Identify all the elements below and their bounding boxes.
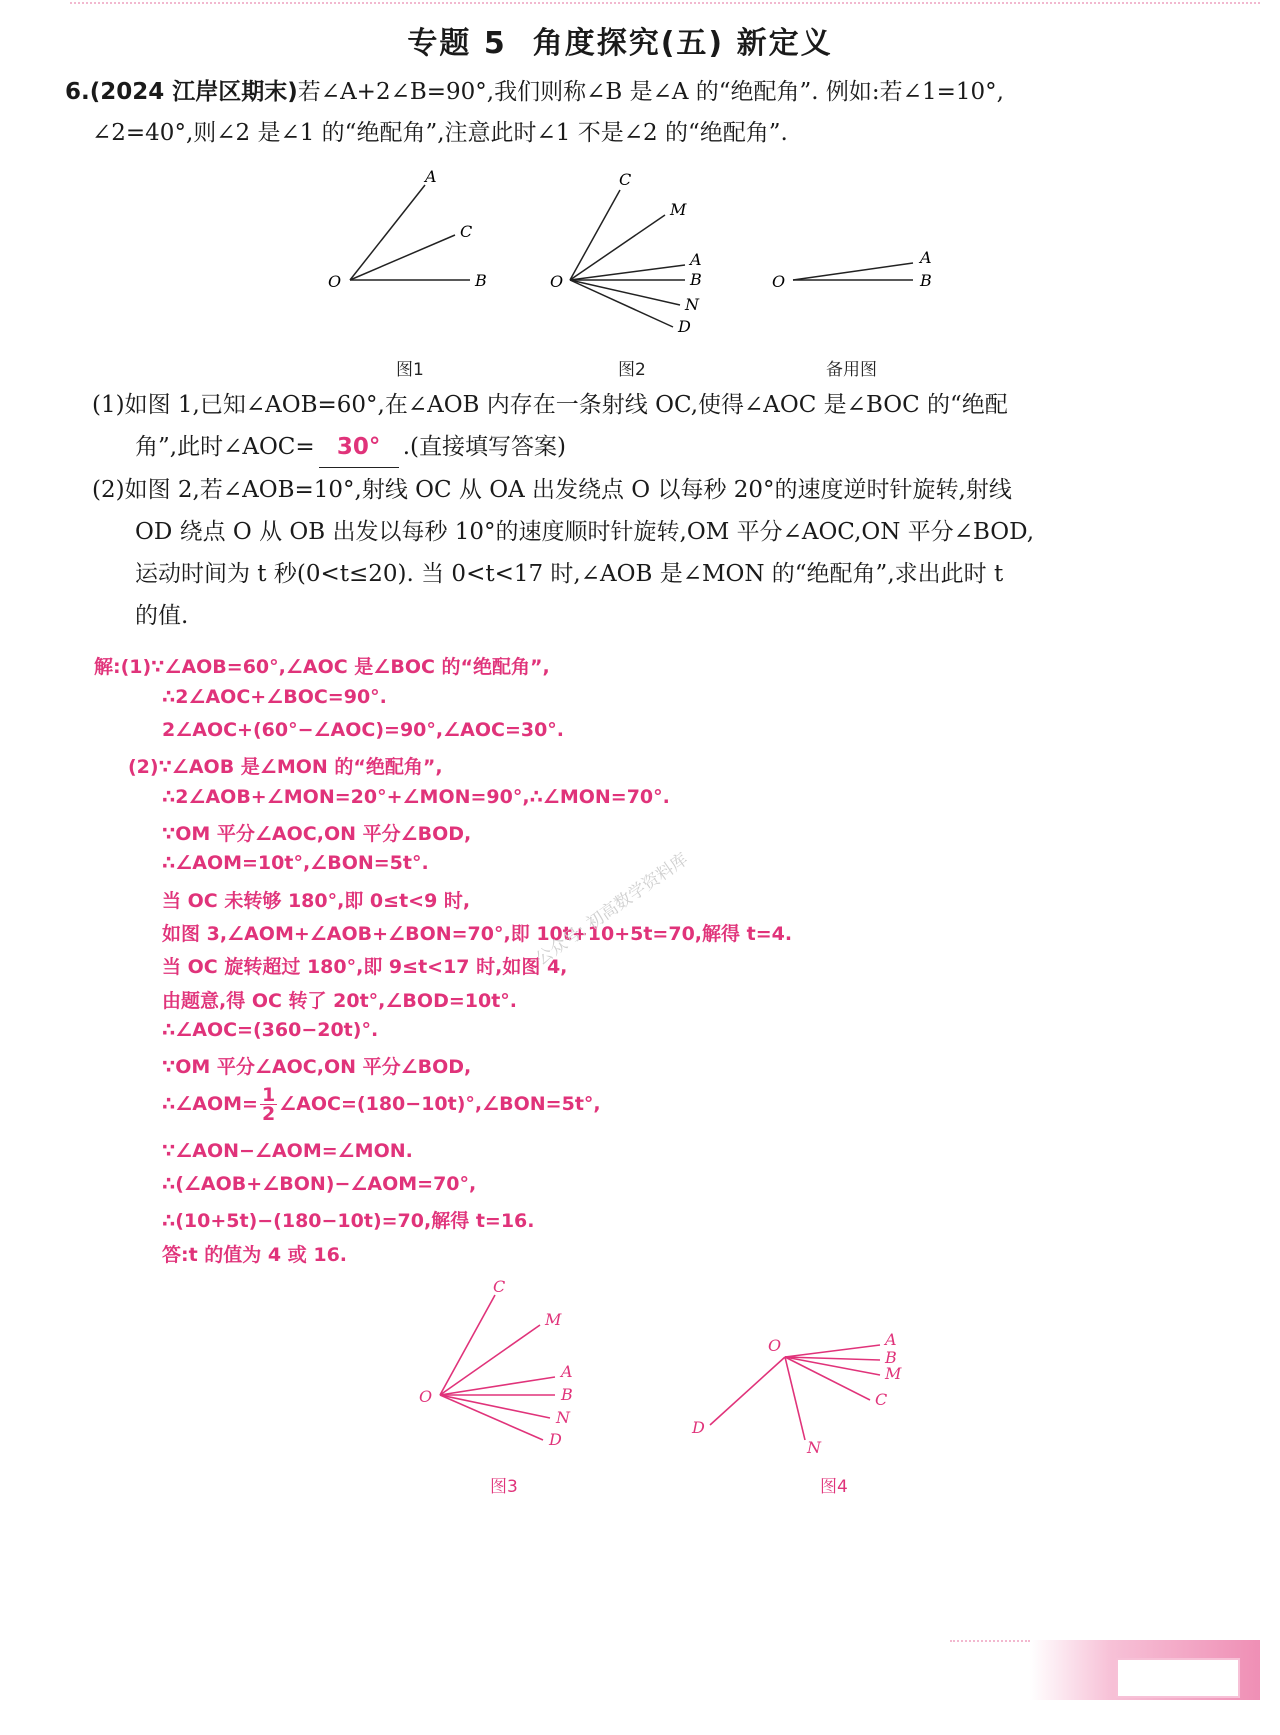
figure-spare — [768, 230, 948, 304]
svg-text:O: O — [550, 272, 564, 291]
solution-line-fraction — [162, 1086, 601, 1123]
figure-1-caption: 图1 — [396, 360, 424, 380]
figure-3-caption: 图3 — [490, 1477, 518, 1497]
page-title — [0, 18, 1240, 62]
svg-text:O: O — [768, 1336, 782, 1355]
svg-text:B: B — [920, 271, 932, 290]
svg-text:N: N — [556, 1408, 570, 1427]
watermark: 公众号: 初高数学资料库 — [532, 849, 692, 970]
svg-text:O: O — [772, 272, 786, 291]
svg-text:M: M — [545, 1310, 562, 1329]
q1-suffix: .(直接填写答案) — [402, 434, 566, 460]
problem-intro-line2: ∠2=40°,则∠2 是∠1 的“绝配角”,注意此时∠1 不是∠2 的“绝配角”. — [92, 120, 788, 146]
problem-source: (2024 江岸区期末) — [89, 79, 298, 105]
fraction-half — [260, 1086, 277, 1123]
svg-text:C: C — [460, 222, 473, 241]
solution-line: ∴(∠AOB+∠BON)−∠AOM=70°, — [162, 1173, 477, 1195]
solution-line: 当 OC 旋转超过 180°,即 9≤t<17 时,如图 4, — [162, 956, 568, 978]
fraction-suffix: ∠AOC=(180−10t)°,∠BON=5t°, — [279, 1093, 601, 1115]
svg-text:O: O — [419, 1387, 433, 1406]
solution-line: ∴∠AOC=(360−20t)°. — [162, 1019, 379, 1041]
problem-intro-line1 — [65, 72, 1185, 112]
svg-text:O: O — [328, 272, 342, 291]
figure-2-caption: 图2 — [618, 360, 646, 380]
page-number-box — [1116, 1658, 1240, 1698]
svg-text:B: B — [561, 1385, 573, 1404]
topic-title: 角度探究(五) 新定义 — [532, 26, 833, 61]
svg-text:A: A — [425, 167, 437, 186]
figure-4-svg — [680, 1315, 920, 1465]
solution-line: 解:(1)∵∠AOB=60°,∠AOC 是∠BOC 的“绝配角”, — [94, 656, 550, 678]
figure-spare-caption: 备用图 — [826, 360, 877, 380]
svg-text:B: B — [690, 270, 702, 289]
solution-answer: 答:t 的值为 4 或 16. — [162, 1244, 348, 1266]
solution-line: 由题意,得 OC 转了 20t°,∠BOD=10t°. — [162, 990, 517, 1012]
page-footer-decoration — [1030, 1640, 1260, 1700]
topic-label: 专题 5 — [407, 26, 507, 61]
solution-line: ∴2∠AOC+∠BOC=90°. — [162, 686, 387, 708]
figure-3-svg — [415, 1280, 595, 1455]
footer-dotted-rule — [950, 1640, 1030, 1642]
figure-4 — [680, 1315, 920, 1469]
question-1-line1: (1)如图 1,已知∠AOB=60°,在∠AOB 内存在一条射线 OC,使得∠AOC 是∠BOC 的“绝配 — [92, 392, 1008, 418]
svg-text:A: A — [561, 1362, 573, 1381]
figure-spare-svg — [768, 230, 948, 300]
svg-text:N: N — [807, 1438, 821, 1457]
figure-1-svg — [320, 165, 500, 305]
svg-text:B: B — [475, 271, 487, 290]
svg-text:M: M — [670, 200, 687, 219]
question-1-line2 — [135, 427, 1185, 468]
solution-line: ∴2∠AOB+∠MON=20°+∠MON=90°,∴∠MON=70°. — [162, 786, 670, 808]
solution-line: ∵OM 平分∠AOC,ON 平分∠BOD, — [162, 823, 472, 845]
svg-text:C: C — [875, 1390, 888, 1409]
svg-text:A: A — [920, 248, 932, 267]
svg-text:A: A — [690, 250, 702, 269]
svg-text:C: C — [619, 170, 632, 189]
top-dotted-rule — [70, 2, 1260, 4]
svg-text:D: D — [549, 1430, 562, 1449]
svg-text:B: B — [885, 1348, 897, 1367]
solution-line: ∵∠AON−∠AOM=∠MON. — [162, 1140, 413, 1162]
question-2-line2: OD 绕点 O 从 OB 出发以每秒 10°的速度顺时针旋转,OM 平分∠AOC,ON 平分∠BOD, — [135, 519, 1035, 545]
question-2-line3: 运动时间为 t 秒(0<t≤20). 当 0<t<17 时,∠AOB 是∠MON 的“绝配角”,求出此时 t — [135, 561, 1004, 587]
svg-text:A: A — [885, 1330, 897, 1349]
svg-text:C: C — [493, 1280, 506, 1296]
figure-1 — [320, 165, 500, 309]
q1-prefix: 角”,此时∠AOC= — [135, 434, 315, 460]
svg-text:D: D — [678, 317, 691, 336]
svg-text:N: N — [685, 295, 699, 314]
fraction-numerator: 1 — [261, 1084, 276, 1106]
figure-3 — [415, 1280, 595, 1459]
solution-line: 当 OC 未转够 180°,即 0≤t<9 时, — [162, 890, 471, 912]
fraction-prefix: ∴∠AOM= — [162, 1093, 258, 1115]
fraction-denominator: 2 — [261, 1103, 276, 1125]
question-2-line1: (2)如图 2,若∠AOB=10°,射线 OC 从 OA 出发绕点 O 以每秒 20°的速度逆时针旋转,射线 — [92, 477, 1012, 503]
svg-text:D: D — [692, 1418, 705, 1437]
figure-2 — [545, 165, 725, 349]
problem-number: 6. — [65, 79, 90, 105]
q1-answer-blank: 30° — [319, 427, 399, 468]
solution-line: (2)∵∠AOB 是∠MON 的“绝配角”, — [128, 756, 443, 778]
svg-text:M: M — [885, 1364, 902, 1383]
solution-line: 如图 3,∠AOM+∠AOB+∠BON=70°,即 10t+10+5t=70,解得 t=4. — [162, 923, 793, 945]
solution-line: ∵OM 平分∠AOC,ON 平分∠BOD, — [162, 1056, 472, 1078]
question-2-line4: 的值. — [135, 603, 189, 629]
solution-line: 2∠AOC+(60°−∠AOC)=90°,∠AOC=30°. — [162, 719, 565, 741]
solution-line: ∴(10+5t)−(180−10t)=70,解得 t=16. — [162, 1210, 535, 1232]
solution-line: ∴∠AOM=10t°,∠BON=5t°. — [162, 852, 429, 874]
figure-2-svg — [545, 165, 725, 345]
figure-4-caption: 图4 — [820, 1477, 848, 1497]
intro-text-1: 若∠A+2∠B=90°,我们则称∠B 是∠A 的“绝配角”. 例如:若∠1=10°, — [297, 79, 1004, 105]
